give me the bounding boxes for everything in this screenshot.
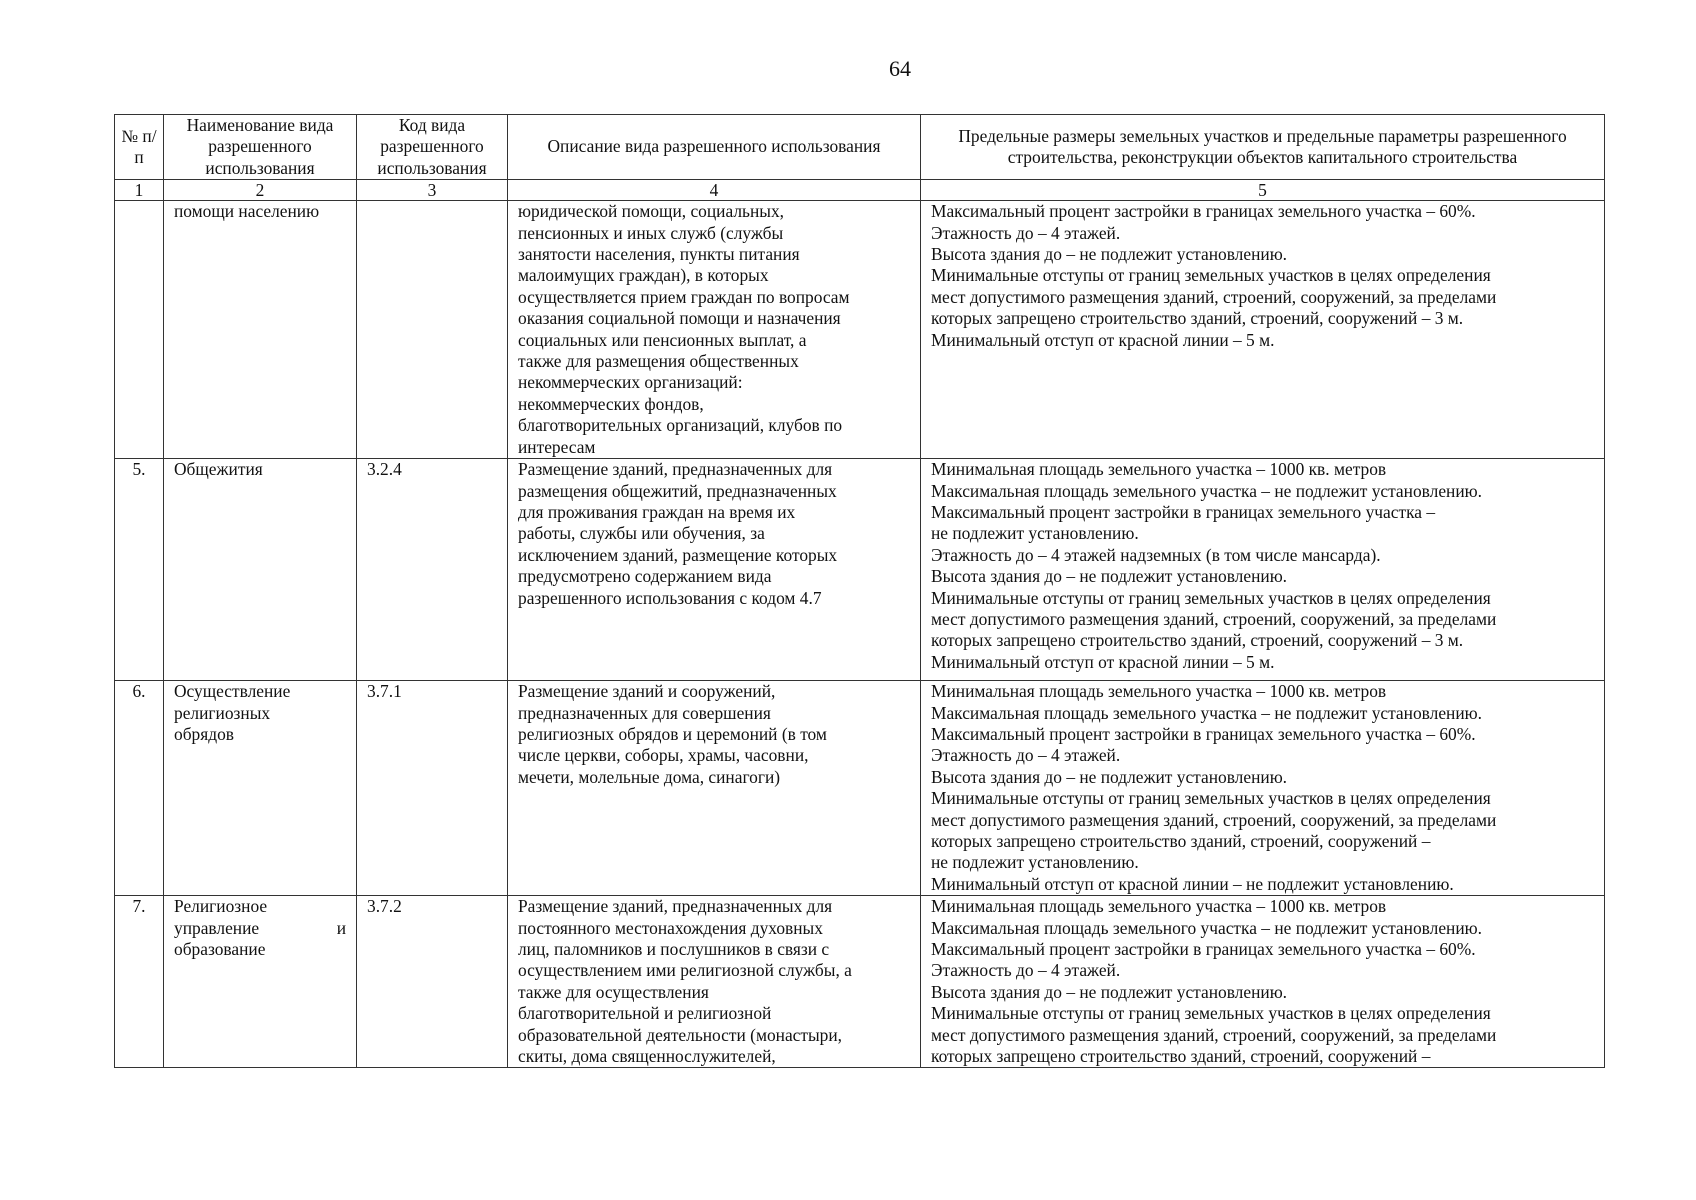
use-name-text: Осуществление религиозных обрядов [174, 681, 291, 744]
parameter-line: Максимальная площадь земельного участка – не подлежит установлению. [931, 702, 1482, 723]
parameter-line: которых запрещено строительство зданий, строений, сооружений – 3 м. [931, 308, 1464, 329]
parameter-line: Максимальная площадь земельного участка – не подлежит установлению. [931, 480, 1482, 501]
parameter-line: Минимальный отступ от красной линии – 5 м. [931, 329, 1275, 350]
header-limit-parameters: Предельные размеры земельных участков и предельные параметры разрешенного строительства, реконструкции объектов капитального строительства [921, 115, 1605, 180]
parameter-line: Высота здания до – не подлежит установлению. [931, 981, 1288, 1002]
parameter-line: мест допустимого размещения зданий, строений, сооружений, за пределами [931, 286, 1497, 307]
parameter-line: которых запрещено строительство зданий, строений, сооружений – 3 м. [931, 630, 1464, 651]
parameter-line: Минимальные отступы от границ земельных участков в целях определения [931, 265, 1491, 286]
row-description [508, 201, 921, 459]
table-row [115, 681, 1605, 896]
table-header-row [115, 115, 1605, 180]
parameter-line: Этажность до – 4 этажей. [931, 960, 1121, 981]
parameter-line: Минимальный отступ от красной линии – 5 м. [931, 651, 1275, 672]
parameter-line: Высота здания до – не подлежит установлению. [931, 244, 1288, 265]
header-number: № п/п [115, 115, 164, 180]
parameter-line: Максимальная площадь земельного участка – не подлежит установлению. [931, 917, 1482, 938]
row-use-code: 3.7.1 [357, 681, 508, 896]
parameter-line: Минимальная площадь земельного участка – 1000 кв. метров [931, 896, 1387, 917]
row-use-code [357, 201, 508, 459]
row-use-name [164, 896, 357, 1068]
row-description [508, 459, 921, 681]
column-number: 3 [357, 180, 508, 201]
parameter-line: Этажность до – 4 этажей надземных (в том числе мансарда). [931, 544, 1381, 565]
header-use-name: Наименование вида разрешенного использования [164, 115, 357, 180]
parameter-line: Минимальный отступ от красной линии – не подлежит установлению. [931, 873, 1454, 894]
description-text: Размещение зданий, предназначенных для размещения общежитий, предназначенных для проживания граждан на время их работы, службы или обучения, за исключением зданий, размещение которых предусмотрено содержанием вида разрешенного использования с кодом 4.7 [518, 459, 838, 608]
row-parameters [921, 681, 1605, 896]
parameter-line: Максимальный процент застройки в границах земельного участка – 60%. [931, 201, 1476, 222]
row-number: 6. [115, 681, 164, 896]
row-parameters [921, 201, 1605, 459]
parameter-line: Минимальная площадь земельного участка – 1000 кв. метров [931, 681, 1387, 702]
row-parameters [921, 896, 1605, 1068]
row-use-name [164, 681, 357, 896]
parameter-line: которых запрещено строительство зданий, строений, сооружений – [931, 1046, 1431, 1066]
header-use-code: Код вида разрешенного использования [357, 115, 508, 180]
parameter-line: Высота здания до – не подлежит установлению. [931, 766, 1288, 787]
row-number [115, 201, 164, 459]
column-number: 2 [164, 180, 357, 201]
parameter-line: Минимальные отступы от границ земельных участков в целях определения [931, 788, 1491, 809]
column-number: 5 [921, 180, 1605, 201]
parameter-line: Этажность до – 4 этажей. [931, 745, 1121, 766]
parameter-line: Максимальный процент застройки в границах земельного участка – [931, 501, 1436, 522]
row-number: 5. [115, 459, 164, 681]
parameter-line: мест допустимого размещения зданий, строений, сооружений, за пределами [931, 1024, 1497, 1045]
parameter-line: не подлежит установлению. [931, 523, 1139, 544]
parameter-line: Высота здания до – не подлежит установлению. [931, 566, 1288, 587]
row-parameters [921, 459, 1605, 681]
parameter-line: Этажность до – 4 этажей. [931, 222, 1121, 243]
use-name-line: образование [174, 938, 266, 959]
row-description [508, 681, 921, 896]
table-row [115, 459, 1605, 681]
parameter-line: Минимальные отступы от границ земельных участков в целях определения [931, 1003, 1491, 1024]
parameter-line: Минимальные отступы от границ земельных участков в целях определения [931, 587, 1491, 608]
use-name-line: Религиозное [174, 896, 268, 917]
row-use-name: помощи населению [164, 201, 357, 459]
parameter-line: Минимальная площадь земельного участка – 1000 кв. метров [931, 459, 1387, 480]
column-number: 4 [508, 180, 921, 201]
row-use-name: Общежития [164, 459, 357, 681]
parameter-line: которых запрещено строительство зданий, строений, сооружений – [931, 830, 1431, 851]
use-name-justified-line [174, 918, 346, 939]
parameter-line: Максимальный процент застройки в границах земельного участка – 60%. [931, 938, 1476, 959]
land-use-table [114, 114, 1605, 1068]
parameter-line: мест допустимого размещения зданий, строений, сооружений, за пределами [931, 608, 1497, 629]
row-number: 7. [115, 896, 164, 1068]
header-use-description: Описание вида разрешенного использования [508, 115, 921, 180]
row-use-code: 3.7.2 [357, 896, 508, 1068]
row-use-code: 3.2.4 [357, 459, 508, 681]
page-number: 64 [889, 56, 911, 81]
row-description [508, 896, 921, 1068]
use-name-word: управление [174, 917, 260, 938]
parameter-line: Максимальный процент застройки в границах земельного участка – 60%. [931, 723, 1476, 744]
table-row [115, 896, 1605, 1068]
parameter-line: не подлежит установлению. [931, 852, 1139, 873]
table-row [115, 201, 1605, 459]
description-text: юридической помощи, социальных, пенсионных и иных служб (службы занятости населения, пункты питания малоимущих граждан), в которых осуществляется прием граждан по вопросам оказания социальной помощи и назначения социальных или пенсионных выплат, а также для размещения общественных некоммерческих организаций: некоммерческих фондов, благотворительных организаций, клубов по интересам [518, 201, 850, 457]
use-name-word: и [336, 917, 346, 938]
description-text: Размещение зданий, предназначенных для постоянного местонахождения духовных лиц, паломников и послушников в связи с осуществлением ими религиозной службы, а также для осуществления благотворительной и религиозной образовательной деятельности (монастыри, скиты, дома священнослужителей, [518, 896, 852, 1066]
column-number: 1 [115, 180, 164, 201]
description-text: Размещение зданий и сооружений, предназначенных для совершения религиозных обрядов и церемоний (в том числе церкви, соборы, храмы, часовни, мечети, молельные дома, синагоги) [518, 681, 827, 787]
parameter-line: мест допустимого размещения зданий, строений, сооружений, за пределами [931, 809, 1497, 830]
column-number-row [115, 180, 1605, 201]
